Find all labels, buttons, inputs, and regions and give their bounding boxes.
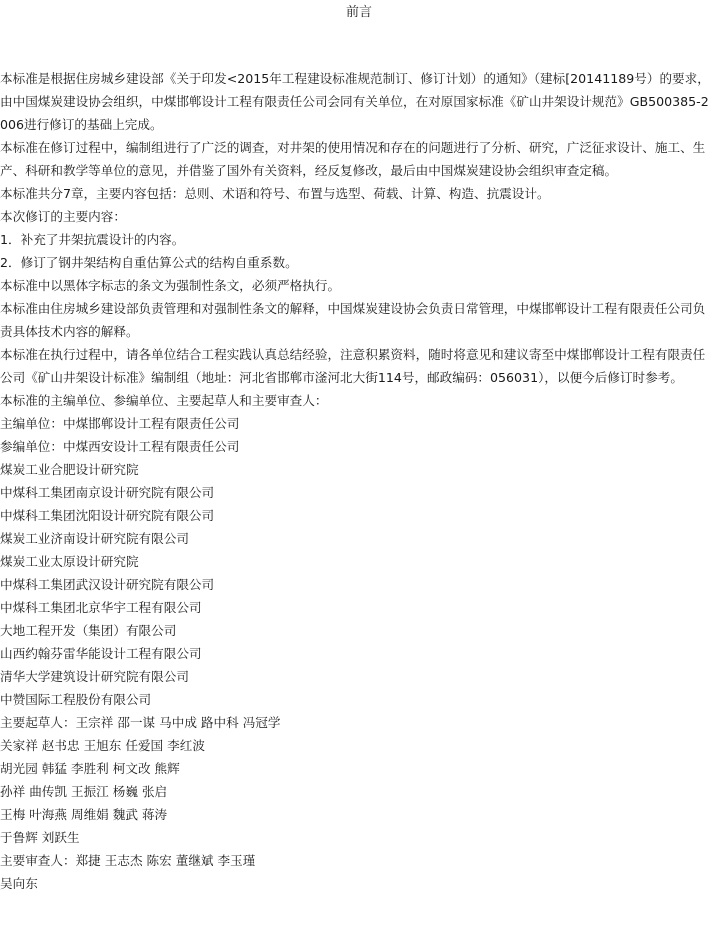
participating-unit: 参编单位：中煤西安设计工程有限责任公司 xyxy=(0,439,240,454)
participating-unit: 煤炭工业合肥设计研究院 xyxy=(0,462,139,477)
participating-unit: 中煤科工集团武汉设计研究院有限公司 xyxy=(0,577,215,592)
chief-unit: 主编单位：中煤邯郸设计工程有限责任公司 xyxy=(0,416,240,431)
participating-unit: 中煤科工集团南京设计研究院有限公司 xyxy=(0,485,215,500)
drafters-line: 孙祥 曲传凯 王振江 杨巍 张启 xyxy=(0,784,168,799)
drafters-line: 胡光园 韩猛 李胜利 柯文改 熊辉 xyxy=(0,761,180,776)
document-body xyxy=(0,67,716,895)
participating-unit: 大地工程开发（集团）有限公司 xyxy=(0,623,177,638)
revision-item-2: 2．修订了钢井架结构自重估算公式的结构自重系数。 xyxy=(0,255,298,270)
paragraph-intro: 本标准是根据住房城乡建设部《关于印发<2015年工程建设标准规范制订、修订计划）的通知》（建标[20141189号）的要求，由中国煤炭建设协会组织，中煤邯郸设计工程有限责任公司会同有关单位，在对原国家标准《矿山井架设计规范》GB500385-2006进行修订的基础上完成。 xyxy=(0,71,710,132)
participating-unit: 煤炭工业太原设计研究院 xyxy=(0,554,139,569)
drafters-line: 于鲁辉 刘跃生 xyxy=(0,830,80,845)
revision-item-1: 1．补充了井架抗震设计的内容。 xyxy=(0,232,185,247)
paragraph-chapters: 本标准共分7章，主要内容包括：总则、术语和符号、布置与选型、荷载、计算、构造、抗震设计。 xyxy=(0,186,550,201)
participating-unit: 中赞国际工程股份有限公司 xyxy=(0,692,152,707)
participating-unit: 中煤科工集团沈阳设计研究院有限公司 xyxy=(0,508,215,523)
paragraph-units-heading: 本标准的主编单位、参编单位、主要起草人和主要审查人： xyxy=(0,393,328,408)
participating-unit: 煤炭工业济南设计研究院有限公司 xyxy=(0,531,189,546)
drafters-line: 关家祥 赵书忠 王旭东 任爱国 李红波 xyxy=(0,738,205,753)
paragraph-management: 本标准由住房城乡建设部负责管理和对强制性条文的解释，中国煤炭建设协会负责日常管理，中煤邯郸设计工程有限责任公司负责具体技术内容的解释。 xyxy=(0,301,706,339)
reviewers-line: 吴向东 xyxy=(0,876,38,891)
participating-unit: 中煤科工集团北京华宇工程有限公司 xyxy=(0,600,202,615)
participating-unit: 山西约翰芬雷华能设计工程有限公司 xyxy=(0,646,202,661)
page-title: 前言 xyxy=(345,5,372,20)
drafters-line: 主要起草人：王宗祥 邵一谋 马中成 路中科 冯冠学 xyxy=(0,715,281,730)
reviewers-line: 主要审查人：郑捷 王志杰 陈宏 董继斌 李玉瑾 xyxy=(0,853,256,868)
paragraph-mandatory: 本标准中以黑体字标志的条文为强制性条文，必须严格执行。 xyxy=(0,278,341,293)
paragraph-revision-process: 本标准在修订过程中，编制组进行了广泛的调查，对井架的使用情况和存在的问题进行了分析、研究，广泛征求设计、施工、生产、科研和教学等单位的意见，并借鉴了国外有关资料，经反复修改，最后由中国煤炭建设协会组织审查定稿。 xyxy=(0,140,706,178)
participating-unit: 清华大学建筑设计研究院有限公司 xyxy=(0,669,189,684)
paragraph-revision-heading: 本次修订的主要内容： xyxy=(0,209,126,224)
drafters-line: 王梅 叶海燕 周维娟 魏武 蒋涛 xyxy=(0,807,168,822)
paragraph-feedback: 本标准在执行过程中，请各单位结合工程实践认真总结经验，注意积累资料，随时将意见和建议寄至中煤邯郸设计工程有限责任公司《矿山井架设计标准》编制组（地址：河北省邯郸市滏河北大街114号，邮政编码：056031），以便今后修订时参考。 xyxy=(0,347,706,385)
